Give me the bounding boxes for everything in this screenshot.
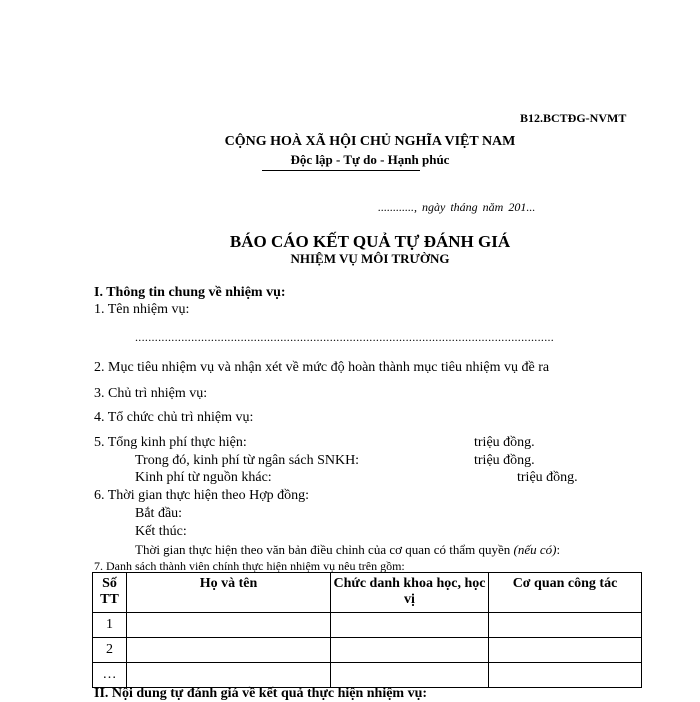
task-objective-label: 2. Mục tiêu nhiệm vụ và nhận xét về mức độ hoàn thành mục tiêu nhiệm vụ đề ra: [94, 360, 550, 375]
table-cell: 2: [93, 638, 127, 663]
total-budget-unit: triệu đồng.: [474, 435, 535, 450]
start-date-label: Bắt đầu:: [135, 506, 183, 521]
national-motto: Độc lập - Tự do - Hạnh phúc: [290, 152, 450, 167]
members-list-label: 7. Danh sách thành viên chính thực hiện nhiệm vụ nêu trên gồm:: [94, 559, 405, 573]
table-row: [93, 638, 642, 663]
lead-organization-label: 4. Tổ chức chủ trì nhiệm vụ:: [94, 410, 254, 425]
members-table: [92, 572, 642, 688]
table-cell: [489, 613, 642, 638]
snkh-budget-unit: triệu đồng.: [474, 453, 535, 468]
task-name-dots: ...............................................................................................................................: [135, 330, 555, 344]
table-cell: [127, 638, 331, 663]
other-budget-label: Kinh phí từ nguồn khác:: [135, 470, 272, 485]
task-lead-label: 3. Chủ trì nhiệm vụ:: [94, 386, 208, 401]
section-2-heading: II. Nội dung tự đánh giá về kết quả thực hiện nhiệm vụ:: [94, 686, 428, 701]
col-header-no: Số TT: [93, 573, 127, 613]
table-cell: [127, 663, 331, 688]
table-cell: [331, 663, 489, 688]
date-line: ............, ngày tháng năm 201...: [378, 200, 536, 214]
contract-time-label: 6. Thời gian thực hiện theo Hợp đồng:: [94, 488, 309, 503]
form-code: B12.BCTĐG-NVMT: [520, 111, 627, 125]
report-subtitle: NHIỆM VỤ MÔI TRƯỜNG: [290, 251, 450, 266]
col-header-org: Cơ quan công tác: [489, 573, 642, 613]
task-name-label: 1. Tên nhiệm vụ:: [94, 302, 190, 317]
adjusted-time-label: Thời gian thực hiện theo văn bản điều chỉnh của cơ quan có thẩm quyền (nếu có):: [135, 542, 561, 557]
section-1-heading: I. Thông tin chung về nhiệm vụ:: [94, 285, 286, 300]
table-row: [93, 613, 642, 638]
table-cell: [127, 613, 331, 638]
table-cell: [331, 613, 489, 638]
total-budget-label: 5. Tổng kinh phí thực hiện:: [94, 435, 247, 450]
table-row: [93, 663, 642, 688]
table-cell: …: [93, 663, 127, 688]
table-cell: 1: [93, 613, 127, 638]
table-cell: [489, 663, 642, 688]
end-date-label: Kết thúc:: [135, 524, 187, 539]
nation-title: CỘNG HOÀ XÃ HỘI CHỦ NGHĨA VIỆT NAM: [224, 134, 516, 149]
snkh-budget-label: Trong đó, kinh phí từ ngân sách SNKH:: [135, 453, 360, 468]
table-cell: [489, 638, 642, 663]
col-header-name: Họ và tên: [127, 573, 331, 613]
table-cell: [331, 638, 489, 663]
report-title: BÁO CÁO KẾT QUẢ TỰ ĐÁNH GIÁ: [229, 232, 511, 251]
motto-underline: [262, 170, 420, 171]
col-header-title: Chức danh khoa học, học vị: [331, 573, 489, 613]
adjusted-time-note: (nếu có): [513, 542, 557, 557]
other-budget-unit: triệu đồng.: [517, 470, 578, 485]
table-header-row: [93, 573, 642, 613]
